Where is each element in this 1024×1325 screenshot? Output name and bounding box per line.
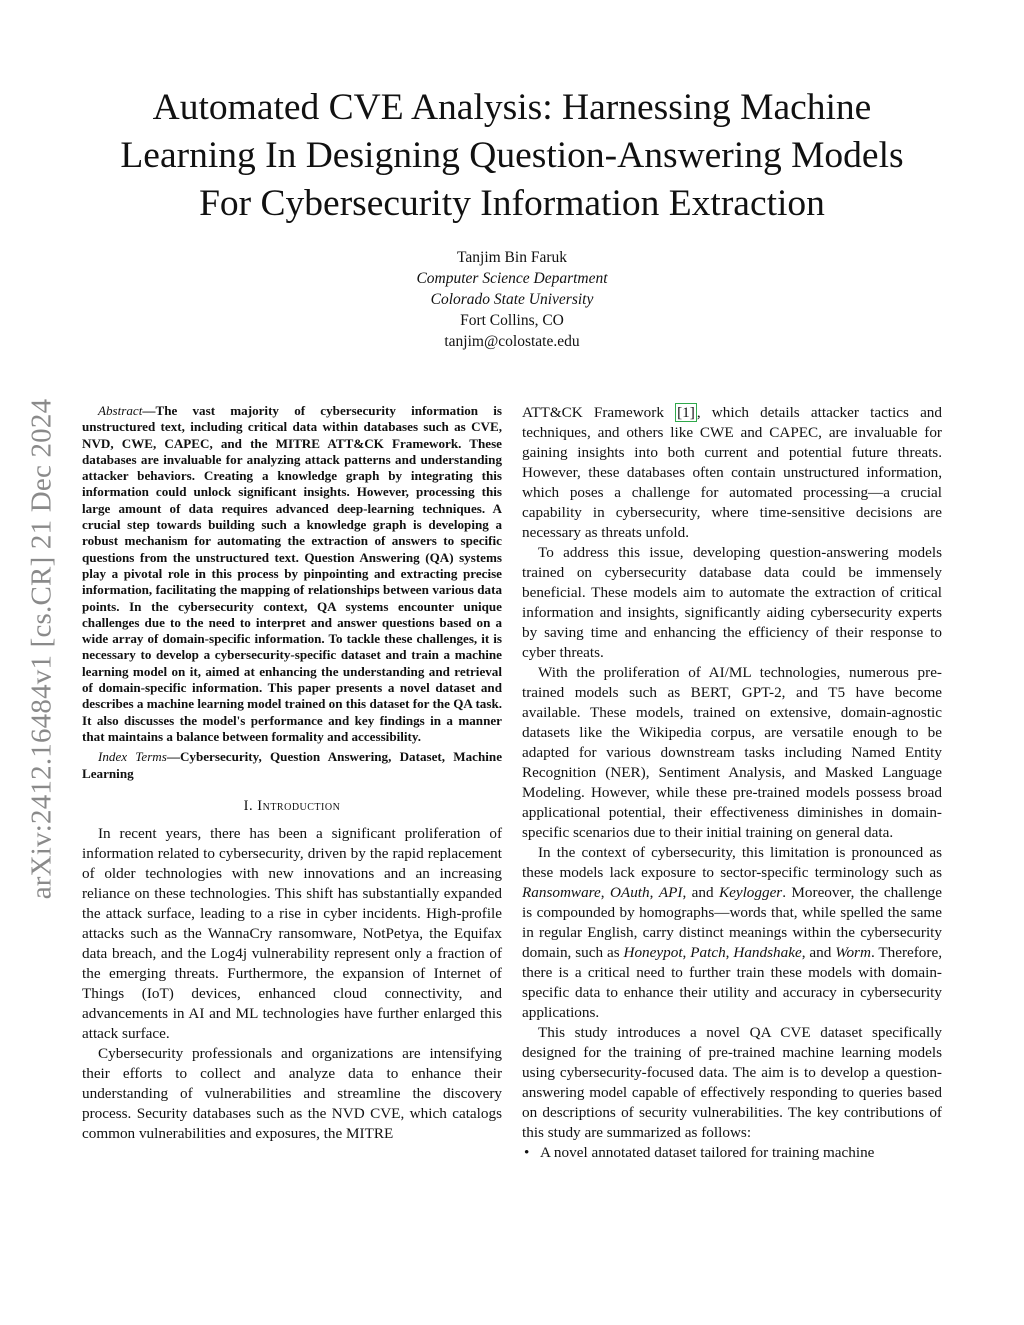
author-block	[312, 247, 712, 352]
paragraph	[522, 403, 942, 543]
term: Keylogger	[718, 884, 783, 901]
separator: ,	[649, 884, 659, 901]
term: Worm	[835, 944, 871, 961]
term: OAuth	[609, 884, 650, 901]
index-terms-label: Index Terms	[98, 749, 167, 765]
term: Patch	[690, 944, 726, 961]
abstract-text: —The vast majority of cybersecurity information is unstructured text, including critical data within databases such as CVE, NVD, CWE, CAPEC, and the MITRE ATT&CK Framework. These databases are invaluable for analyzing attack patterns and understanding attacker behaviors. Creating a knowledge graph by integrating this information could unlock significant insights. However, processing this large amount of data requires advanced deep-learning techniques. A crucial step towards building such a knowledge graph is developing a robust mechanism for automating the extraction of answers to specific questions from the unstructured text. Question Answering (QA) systems play a pivotal role in this process by pinpointing and extracting precise information, facilitating the mapping of relationships between various data points. In the cybersecurity context, QA systems encounter unique challenges due to the need to interpret and answer questions based on a wide array of domain-specific information. To tackle these challenges, it is necessary to develop a cybersecurity-specific dataset and train a machine learning model on it, aimed at enhancing the understanding and retrieval of domain-specific information. This paper presents a novel dataset and describes a machine learning model trained on this dataset for the QA task. It also discusses the model's performance and key findings in a manner that maintains a balance between formality and accessibility.	[82, 403, 502, 744]
title-line: For Cybersecurity Information Extraction	[199, 183, 825, 224]
title-line: Learning In Designing Question-Answering Models	[120, 135, 904, 176]
arxiv-identifier: arXiv:2412.16484v1 [cs.CR] 21 Dec 2024	[25, 398, 58, 900]
separator: , and	[801, 944, 836, 961]
term: Honeypot	[623, 944, 683, 961]
author-department: Computer Science Department	[416, 270, 608, 287]
paragraph-text: , which details attacker tactics and techniques, and others like CWE and CAPEC, are invaluable for gaining insights into both current and potential future threats. However, these databases often contain unstructured information, which poses a challenge for automated processing—a crucial capability in cybersecurity, where time-sensitive decisions are necessary as threats unfold.	[522, 404, 942, 541]
list-item: • A novel annotated dataset tailored for training machine	[540, 1143, 942, 1163]
index-terms-text: —Cybersecurity, Question Answering, Dataset, Machine Learning	[82, 749, 503, 781]
author-university: Colorado State University	[430, 291, 594, 308]
contribution-list	[522, 1143, 942, 1163]
term: Handshake	[733, 944, 802, 961]
left-column	[82, 403, 502, 1144]
paragraph: This study introduces a novel QA CVE dataset specifically designed for the training of pre-trained machine learning models using cybersecurity-focused data. The aim is to develop a question-answering model capable of effectively responding to queries based on descriptions of security vulnerabilities. The key contributions of this study are summarized as follows:	[522, 1024, 942, 1141]
citation-link[interactable]: [1]	[677, 404, 695, 421]
paragraph-text: ATT&CK Framework	[522, 404, 676, 421]
author-location: Fort Collins, CO	[460, 312, 564, 329]
term: Ransomware	[522, 884, 601, 901]
paragraph: To address this issue, developing question-answering models trained on cybersecurity database data could be immensely beneficial. These models aim to automate the extraction of critical information and insights, significantly aiding cybersecurity experts by saving time and enhancing the efficiency of their response to cyber threats.	[522, 544, 942, 661]
separator: , and	[682, 884, 719, 901]
separator: ,	[725, 944, 734, 961]
paragraph: Cybersecurity professionals and organizations are intensifying their efforts to collect and analyze data to enhance their understanding of vulnerabilities and streamline the discovery process. Security databases such as the NVD CVE, which catalogs common vulnerabilities and exposures, the MITRE	[82, 1044, 502, 1142]
section-heading-introduction	[82, 796, 502, 816]
separator: ,	[600, 884, 610, 901]
section-numeral: I.	[243, 797, 254, 814]
paragraph-text: . Moreover, the challenge is compounded by homographs—words that, while spelled the same in regular English, carry distinct meanings within the cybersecurity domain, such as	[522, 884, 943, 961]
abstract-label: Abstract	[98, 403, 143, 418]
separator: ,	[682, 944, 691, 961]
paragraph-text: In the context of cybersecurity, this limitation is pronounced as these models lack exposure to sector-specific terminology such as	[522, 844, 942, 881]
right-column	[522, 403, 942, 1163]
term: API	[658, 884, 683, 901]
author-name: Tanjim Bin Faruk	[457, 249, 567, 266]
index-terms	[82, 749, 502, 782]
paragraph	[522, 843, 942, 1023]
author-email[interactable]: tanjim@colostate.edu	[444, 333, 580, 350]
paragraph: In recent years, there has been a significant proliferation of information related to cybersecurity, driven by the rapid replacement of older technologies with new innovations and an increasing reliance on these technologies. This shift has substantially expanded the attack surface, leading to a rise in cyber incidents. High-profile attacks such as the WannaCry ransomware, NotPetya, the Equifax data breach, and the Log4j vulnerability represent only a fraction of the emerging threats. Furthermore, the expansion of Internet of Things (IoT) devices, enhanced cloud connectivity, and advancements in AI and ML technologies have further enlarged this attack surface.	[82, 824, 502, 1042]
paragraph-text: . Therefore, there is a critical need to further train these models with domain-specific data to enhance their utility and accuracy in cybersecurity applications.	[522, 944, 943, 1021]
paragraph: With the proliferation of AI/ML technologies, numerous pre-trained models such as BERT, GPT-2, and T5 have become available. These models, trained on extensive, domain-agnostic datasets like the Wikipedia corpus, are versatile enough to be adapted for various downstream tasks including Named Entity Recognition (NER), Sentiment Analysis, and Masked Language Modeling. However, while these pre-trained models possess broad applicational potential, their effectiveness diminishes in domain-specific scenarios due to their initial training on general data.	[522, 664, 942, 841]
abstract	[82, 403, 502, 745]
section-title: Introduction	[257, 797, 341, 814]
paper-title	[70, 84, 954, 228]
title-line: Automated CVE Analysis: Harnessing Machine	[152, 87, 872, 128]
